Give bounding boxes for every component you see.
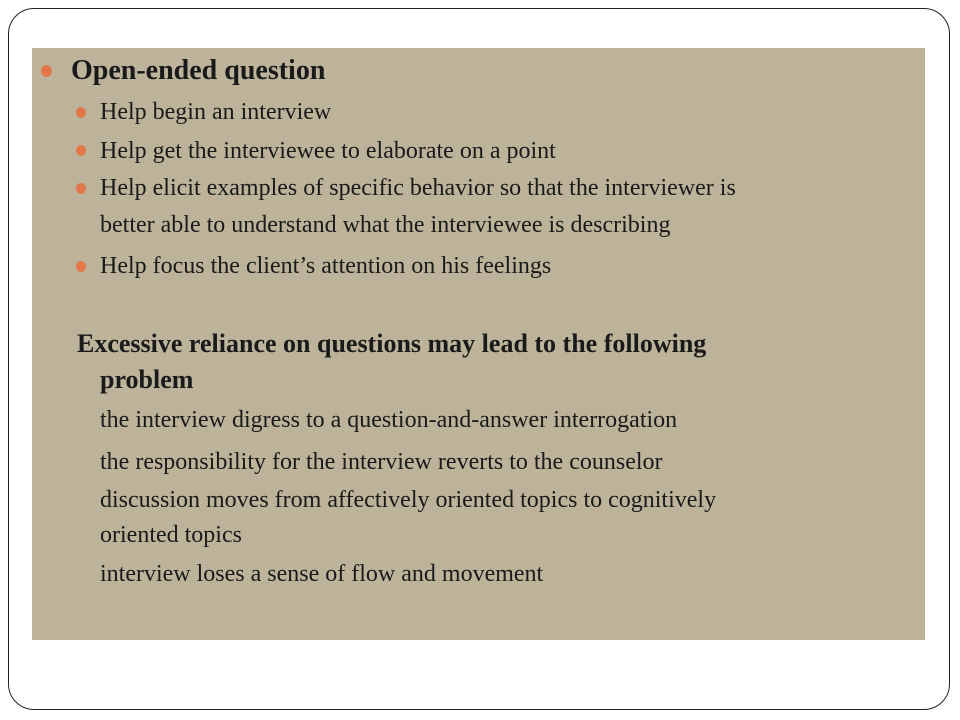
section-heading: Open-ended question [71, 55, 326, 86]
problem-item-continuation: oriented topics [100, 522, 242, 548]
bullet-item-continuation: better able to understand what the interviewee is describing [100, 212, 671, 238]
bullet-icon [76, 261, 86, 272]
problem-heading-continuation: problem [100, 365, 194, 394]
problem-item: interview loses a sense of flow and movement [100, 561, 544, 587]
bullet-item: Help get the interviewee to elaborate on a point [100, 138, 556, 164]
problem-item: the responsibility for the interview reverts to the counselor [100, 449, 663, 475]
bullet-item: Help focus the client’s attention on his feelings [100, 253, 552, 279]
problem-item: the interview digress to a question-and-answer interrogation [100, 407, 678, 433]
bullet-icon [76, 183, 86, 194]
bullet-icon [41, 65, 52, 77]
bullet-item: Help begin an interview [100, 99, 332, 125]
problem-heading: Excessive reliance on questions may lead to the following [77, 329, 707, 358]
bullet-icon [76, 145, 86, 156]
bullet-item: Help elicit examples of specific behavior so that the interviewer is [100, 175, 736, 201]
content-box [32, 48, 925, 640]
bullet-icon [76, 107, 86, 118]
problem-item: discussion moves from affectively oriented topics to cognitively [100, 487, 717, 513]
